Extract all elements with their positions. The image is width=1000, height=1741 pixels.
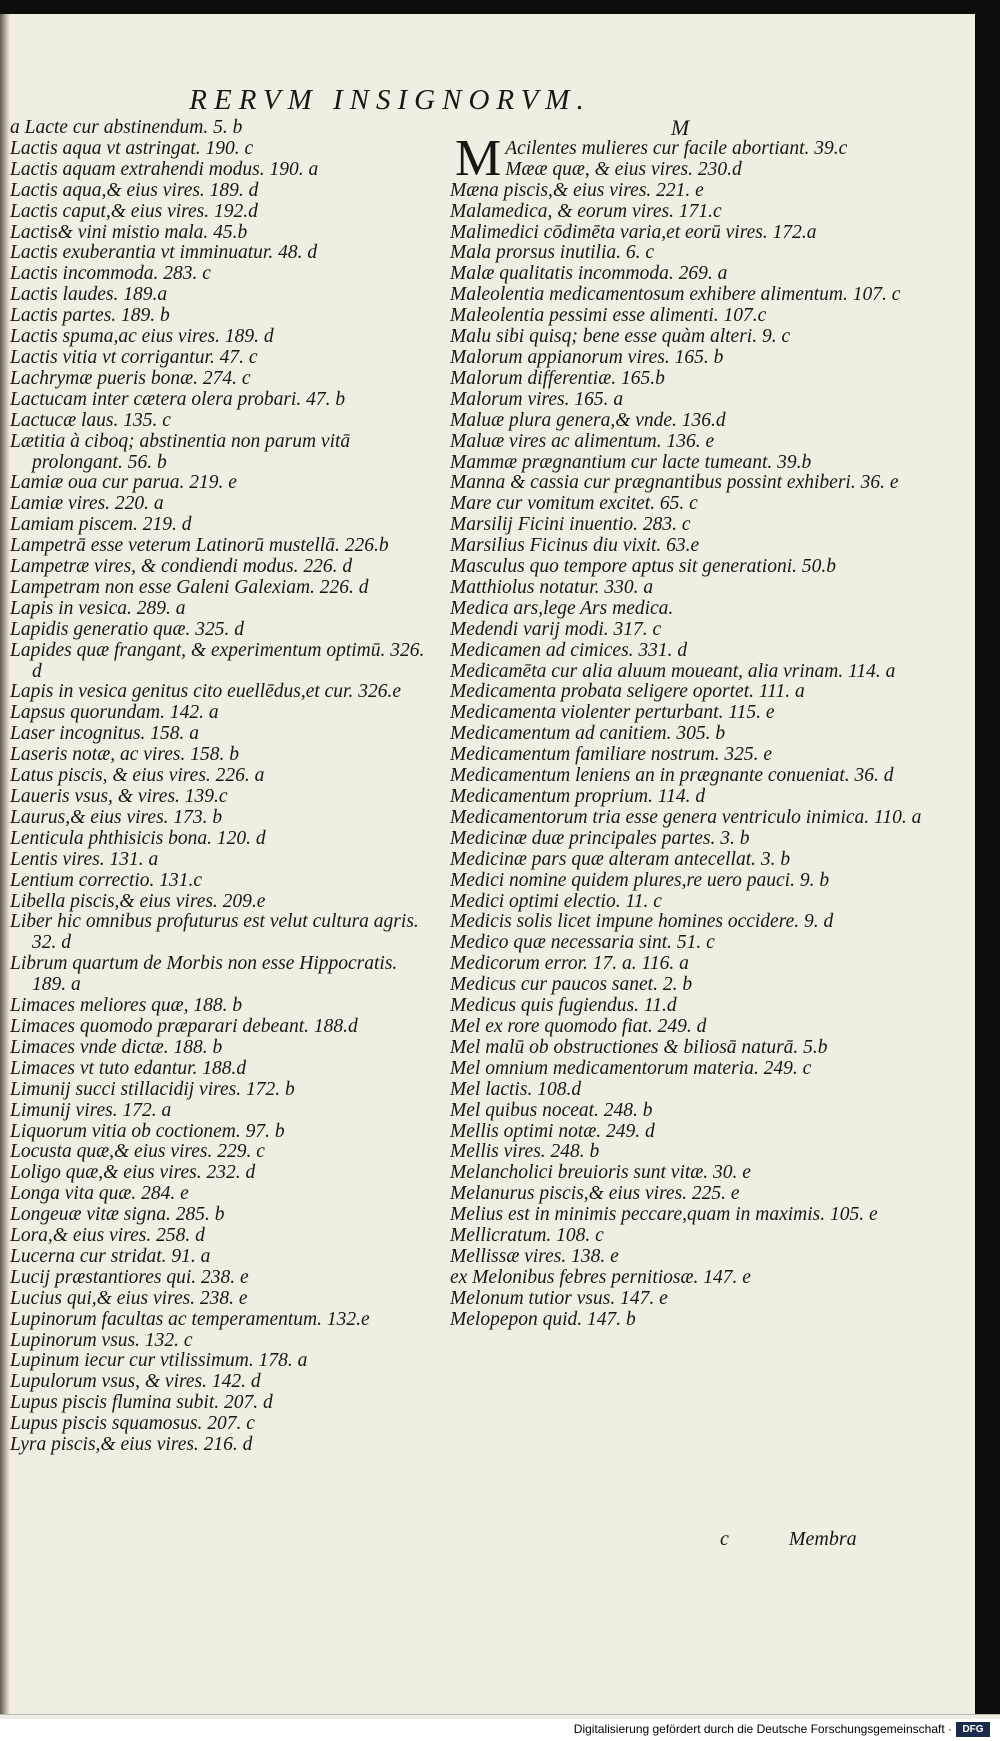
list-item: Lyra piscis,& eius vires. 216. d: [10, 1434, 253, 1456]
list-item: Laseris notæ, ac vires. 158. b: [10, 744, 239, 766]
list-item: Limaces vt tuto edantur. 188.d: [10, 1057, 247, 1079]
index-column-right: [450, 115, 970, 1331]
list-item: Lupus piscis squamosus. 207. c: [10, 1413, 255, 1435]
list-item: Lupinorum vsus. 132. c: [10, 1329, 193, 1351]
list-item: Liber hic omnibus profuturus est velut cultura agris. 32. d: [10, 911, 419, 954]
list-item: a Lacte cur abstinendum. 5. b: [10, 117, 243, 138]
list-item: Limaces quomodo præparari debeant. 188.d: [10, 1015, 358, 1037]
list-item: Lucij præstantiores qui. 238. e: [10, 1266, 249, 1288]
list-item: Medicinæ pars quæ alteram antecellat. 3. b: [450, 848, 791, 870]
list-item: Libella piscis,& eius vires. 209.e: [10, 890, 266, 912]
footer-credit: Digitalisierung gefördert durch die Deutsche Forschungsgemeinschaft ·: [573, 1722, 952, 1736]
list-item: Manna & cassia cur prægnantibus possint exhiberi. 36. e: [450, 472, 899, 494]
list-item: Lactis exuberantia vt imminuatur. 48. d: [10, 242, 318, 264]
list-item: Locusta quæ,& eius vires. 229. c: [10, 1141, 265, 1163]
list-item: Liquorum vitia ob coctionem. 97. b: [10, 1120, 285, 1142]
list-item: Laser incognitus. 158. a: [10, 723, 200, 745]
list-item: Mellicratum. 108. c: [450, 1225, 604, 1247]
list-item: ex Melonibus febres pernitiosæ. 147. e: [450, 1266, 751, 1288]
digitization-footer: [0, 1719, 1000, 1741]
list-item: Melius est in minimis peccare,quam in maximis. 105. e: [450, 1204, 878, 1226]
list-item: Mellissæ vires. 138. e: [450, 1245, 619, 1267]
list-item: Lapis in vesica genitus cito euellēdus,et cur. 326.e: [10, 681, 402, 703]
list-item: Lamiæ oua cur parua. 219. e: [10, 472, 237, 494]
list-item: Melopepon quid. 147. b: [450, 1308, 636, 1330]
list-item: Mel omnium medicamentorum materia. 249. c: [450, 1057, 812, 1079]
list-item: Limunij vires. 172. a: [10, 1099, 172, 1121]
list-item: Lactis partes. 189. b: [10, 305, 170, 327]
list-item: Lampetrā esse veterum Latinorū mustellā. 226.b: [10, 535, 389, 557]
list-item: Longa vita quæ. 284. e: [10, 1183, 189, 1205]
list-item: Maleolentia medicamentosum exhibere alimentum. 107. c: [450, 284, 901, 306]
entry-text: Mææ quæ, & eius vires. 230.d: [505, 158, 742, 180]
list-item: Medici optimi electio. 11. c: [450, 890, 662, 912]
list-item: Medico quæ necessaria sint. 51. c: [450, 932, 715, 954]
list-item: Laueris vsus, & vires. 139.c: [10, 786, 228, 807]
list-item: Lactis aquam extrahendi modus. 190. a: [10, 158, 319, 180]
list-item: Lupulorum vsus, & vires. 142. d: [10, 1371, 261, 1393]
list-item: Mellis vires. 248. b: [450, 1141, 600, 1163]
list-item: Lactucæ laus. 135. c: [10, 409, 171, 431]
list-item: Maluæ plura genera,& vnde. 136.d: [450, 409, 726, 431]
list-item: Medicus quis fugiendus. 11.d: [450, 995, 677, 1017]
list-item: Lactis aqua vt astringat. 190. c: [10, 137, 254, 159]
list-item: Medicamentum leniens an in prægnante conueniat. 36. d: [450, 765, 894, 787]
list-item: Melonum tutior vsus. 147. e: [450, 1287, 668, 1309]
list-item: Limunij succi stillacidij vires. 172. b: [10, 1078, 295, 1100]
list-item: Malamedica, & eorum vires. 171.c: [450, 200, 722, 222]
divider: [0, 1714, 1000, 1715]
list-item: Lactis laudes. 189.a: [10, 284, 168, 306]
list-item: Loligo quæ,& eius vires. 232. d: [10, 1162, 256, 1184]
signature-mark: c: [720, 1528, 729, 1550]
index-column-left: [10, 118, 435, 1456]
list-item: Limaces vnde dictæ. 188. b: [10, 1036, 223, 1058]
list-item: Medendi varij modi. 317. c: [450, 618, 662, 640]
list-item: Marsilij Ficini inuentio. 283. c: [450, 514, 691, 536]
running-header: RERVM INSIGNORVM.: [189, 84, 591, 116]
list-item: Lactucam inter cætera olera probari. 47. b: [10, 388, 346, 410]
list-item: Lactis caput,& eius vires. 192.d: [10, 200, 258, 222]
list-item: Masculus quo tempore aptus sit generationi. 50.b: [450, 556, 837, 578]
entry-text: Acilentes mulieres cur facile abortiant. 39.c: [505, 137, 848, 159]
list-item: Lenticula phthisicis bona. 120. d: [10, 827, 266, 849]
list-item: Medicamēta cur alia aluum moueant, alia vrinam. 114. a: [450, 660, 896, 682]
list-item: Lactis vitia vt corrigantur. 47. c: [10, 346, 258, 368]
list-item: Malorum differentiæ. 165.b: [450, 367, 665, 389]
list-item: Mel ex rore quomodo fiat. 249. d: [450, 1015, 707, 1037]
list-item: Mare cur vomitum excitet. 65. c: [450, 493, 698, 515]
list-item: Mellis optimi notæ. 249. d: [450, 1120, 655, 1142]
list-item: Lætitia à ciboq; abstinentia non parum vitā prolongant. 56. b: [10, 430, 351, 473]
list-item: Librum quartum de Morbis non esse Hippocratis. 189. a: [10, 953, 398, 996]
list-item: Lampetræ vires, & condiendi modus. 226. d: [10, 556, 353, 578]
list-item: Lupinorum facultas ac temperamentum. 132.e: [10, 1308, 370, 1330]
list-item: Malorum appianorum vires. 165. b: [450, 346, 724, 368]
list-item: Mel quibus noceat. 248. b: [450, 1099, 653, 1121]
list-item: Longeuæ vitæ signa. 285. b: [10, 1204, 225, 1226]
list-item: Lentis vires. 131. a: [10, 848, 159, 870]
list-item: Latus piscis, & eius vires. 226. a: [10, 765, 265, 787]
list-item: Melancholici breuioris sunt vitæ. 30. e: [450, 1162, 751, 1184]
list-item: Lentium correctio. 131.c: [10, 869, 203, 891]
list-item: Lamiam piscem. 219. d: [10, 514, 192, 536]
scan-border-top: [0, 0, 1000, 14]
list-item: Lucerna cur stridat. 91. a: [10, 1245, 211, 1267]
list-item: Medicinæ duæ principales partes. 3. b: [450, 827, 750, 849]
list-item: Medicus cur paucos sanet. 2. b: [450, 974, 693, 996]
list-item: Lachrymæ pueris bonæ. 274. c: [10, 367, 251, 389]
list-item: Lapidis generatio quæ. 325. d: [10, 618, 245, 640]
list-item: Malu sibi quisq; bene esse quàm alteri. 9. c: [450, 326, 791, 348]
list-item: Lapis in vesica. 289. a: [10, 597, 186, 619]
list-item: Medicamenta probata seligere oportet. 111. a: [450, 681, 805, 703]
list-item: Lamiæ vires. 220. a: [10, 493, 164, 515]
section-letter: M: [670, 115, 690, 140]
right-entries: [450, 181, 970, 1331]
list-item: Mel lactis. 108.d: [450, 1078, 582, 1100]
list-item: Malimedici cōdimēta varia,et eorū vires. 172.a: [450, 221, 817, 243]
list-item: Lactis spuma,ac eius vires. 189. d: [10, 326, 274, 348]
list-item: Medicis solis licet impune homines occidere. 9. d: [450, 911, 834, 933]
list-item: Medicorum error. 17. a. 116. a: [450, 953, 689, 975]
gutter-shadow: [0, 14, 10, 1714]
list-item: Lucius qui,& eius vires. 238. e: [10, 1287, 248, 1309]
list-item: Mala prorsus inutilia. 6. c: [450, 242, 655, 264]
list-item: Lactis aqua,& eius vires. 189. d: [10, 179, 259, 201]
catchword-text: Membra: [788, 1528, 857, 1550]
list-item: Malæ qualitatis incommoda. 269. a: [450, 263, 728, 285]
list-item: Melanurus piscis,& eius vires. 225. e: [450, 1183, 740, 1205]
list-item: Lupinum iecur cur vtilissimum. 178. a: [10, 1350, 308, 1372]
list-item: Lora,& eius vires. 258. d: [10, 1225, 205, 1247]
list-item: Medicamentorum tria esse genera ventriculo inimica. 110. a: [450, 806, 922, 828]
list-item: Mel malū ob obstructiones & biliosā naturā. 5.b: [450, 1036, 828, 1058]
dfg-logo-icon: DFG: [956, 1722, 990, 1737]
list-item: Medicamentum proprium. 114. d: [450, 786, 706, 807]
list-item: Matthiolus notatur. 330. a: [450, 576, 654, 598]
scan-border-right: [975, 0, 1000, 1715]
list-item: Malorum vires. 165. a: [450, 388, 624, 410]
list-item: Mæna piscis,& eius vires. 221. e: [450, 179, 704, 201]
list-item: Medicamentum familiare nostrum. 325. e: [450, 744, 773, 766]
list-item: Maluæ vires ac alimentum. 136. e: [450, 430, 715, 452]
drop-capital: M: [455, 129, 502, 187]
list-item: Mammæ prægnantium cur lacte tumeant. 39.b: [450, 451, 812, 473]
list-item: Medicamentum ad canitiem. 305. b: [450, 723, 726, 745]
list-item: Medicamenta violenter perturbant. 115. e: [450, 702, 775, 724]
list-item: Lactis incommoda. 283. c: [10, 263, 211, 285]
list-item: Lactis& vini mistio mala. 45.b: [10, 221, 248, 243]
list-item: Medicamen ad cimices. 331. d: [450, 639, 688, 661]
list-item: Lapides quæ frangant, & experimentum optimū. 326. d: [10, 639, 425, 682]
list-item: Lupus piscis flumina subit. 207. d: [10, 1392, 273, 1414]
list-item: Marsilius Ficinus diu vixit. 63.e: [450, 535, 700, 557]
list-item: [450, 129, 970, 187]
list-item: Laurus,& eius vires. 173. b: [10, 806, 223, 828]
list-item: Medici nomine quidem plures,re uero pauci. 9. b: [450, 869, 830, 891]
list-item: Medica ars,lege Ars medica.: [450, 597, 674, 619]
list-item: Maleolentia pessimi esse alimenti. 107.c: [450, 305, 767, 327]
list-item: Lapsus quorundam. 142. a: [10, 702, 219, 724]
catchword: [720, 1528, 960, 1551]
list-item: Limaces meliores quæ, 188. b: [10, 995, 243, 1017]
list-item: Lampetram non esse Galeni Galexiam. 226. d: [10, 576, 369, 598]
